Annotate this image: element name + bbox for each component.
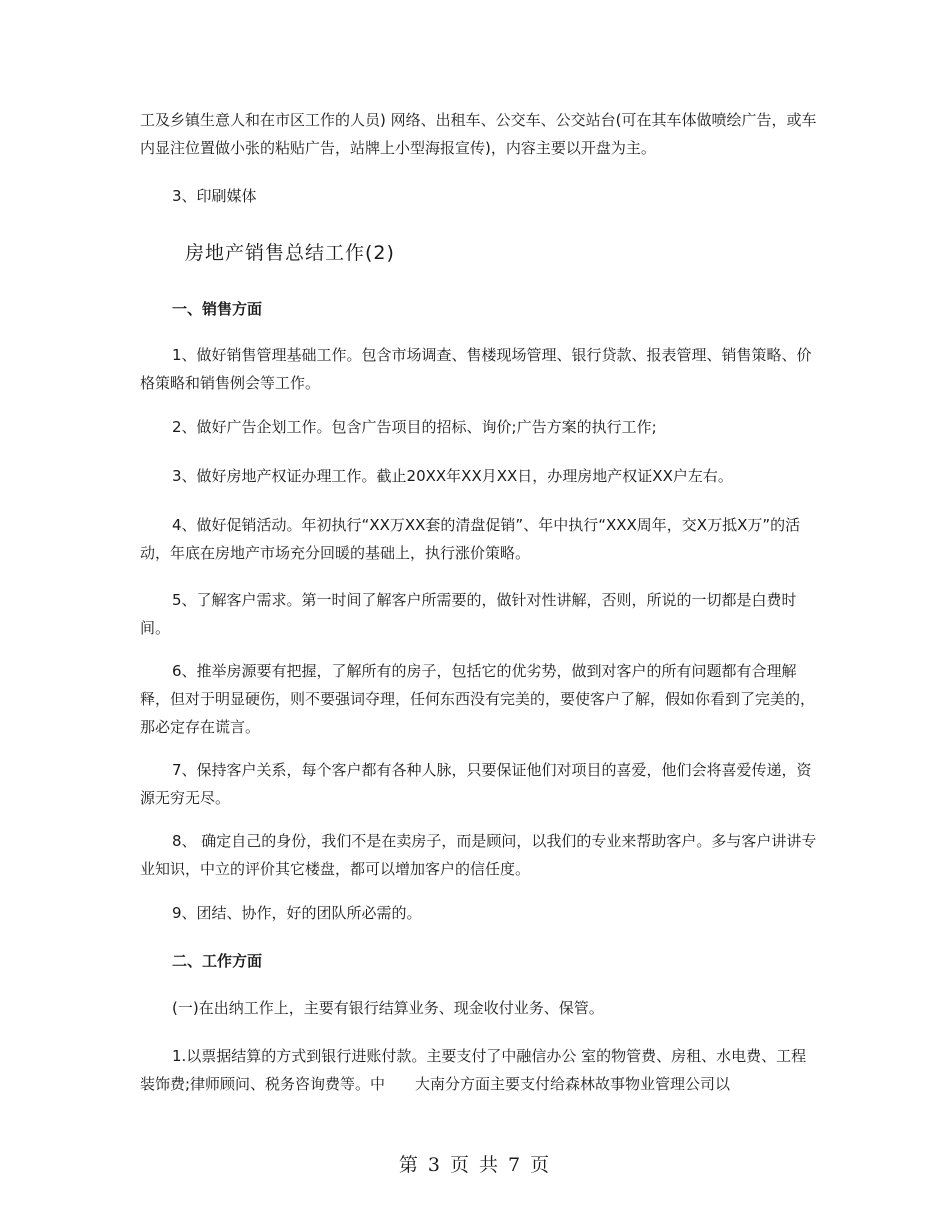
list-item: 3、做好房地产权证办理工作。截止20XX年XX月XX日，办理房地产权证XX户左右。: [172, 467, 733, 485]
list-item: 6、推举房源要有把握，了解所有的房子，包括它的优劣势，做到对客户的所有问题都有合理解释，但对于明显硬伤，则不要强词夺理，任何东西没有完美的，要使客户了解，假如你看到了完美的，那必定存在谎言。: [140, 662, 816, 736]
paragraph-cashier: (一)在出纳工作上，主要有银行结算业务、现金收付业务、保管。: [172, 999, 604, 1017]
list-item: 5、了解客户需求。第一时间了解客户所需要的，做针对性讲解，否则，所说的一切都是白费时间。: [140, 591, 797, 637]
list-item: 8、 确定自己的身份，我们不是在卖房子，而是顾问，以我们的专业来帮助客户。多与客户讲讲专业知识，中立的评价其它楼盘，都可以增加客户的信任度。: [140, 832, 817, 878]
list-item: 2、做好广告企划工作。包含广告项目的招标、询价;广告方案的执行工作;: [172, 418, 657, 436]
section-heading-sales: 一、销售方面: [172, 300, 263, 318]
paragraph-payment: 1.以票据结算的方式到银行进账付款。主要支付了中融信办公 室的物管费、房租、水电费、工程装饰费;律师顾问、税务咨询费等。中 大南分方面主要支付给森林故事物业管理公司以: [140, 1047, 807, 1093]
section-heading-work: 二、工作方面: [172, 952, 263, 970]
list-item: 1、做好销售管理基础工作。包含市场调查、售楼现场管理、银行贷款、报表管理、销售策略、价格策略和销售例会等工作。: [140, 346, 812, 392]
list-item: 9、团结、协作，好的团队所必需的。: [172, 904, 422, 922]
page-number-footer: 第 3 页 共 7 页: [398, 1154, 552, 1176]
list-item: 7、保持客户关系，每个客户都有各种人脉，只要保证他们对项目的喜爱，他们会将喜爱传递，资源无穷无尽。: [140, 761, 812, 807]
list-item: 4、做好促销活动。年初执行“XX万XX套的清盘促销”、年中执行“XXX周年，交X万抵X万”的活动，年底在房地产市场充分回暖的基础上，执行涨价策略。: [140, 516, 801, 562]
document-title: 房地产销售总结工作(2): [185, 242, 395, 264]
paragraph-intro: 工及乡镇生意人和在市区工作的人员) 网络、出租车、公交车、公交站台(可在其车体做喷绘广告，或车内显注位置做小张的粘贴广告，站牌上小型海报宣传)，内容主要以开盘为主。: [140, 111, 817, 157]
paragraph-print-media: 3、印刷媒体: [172, 187, 257, 205]
